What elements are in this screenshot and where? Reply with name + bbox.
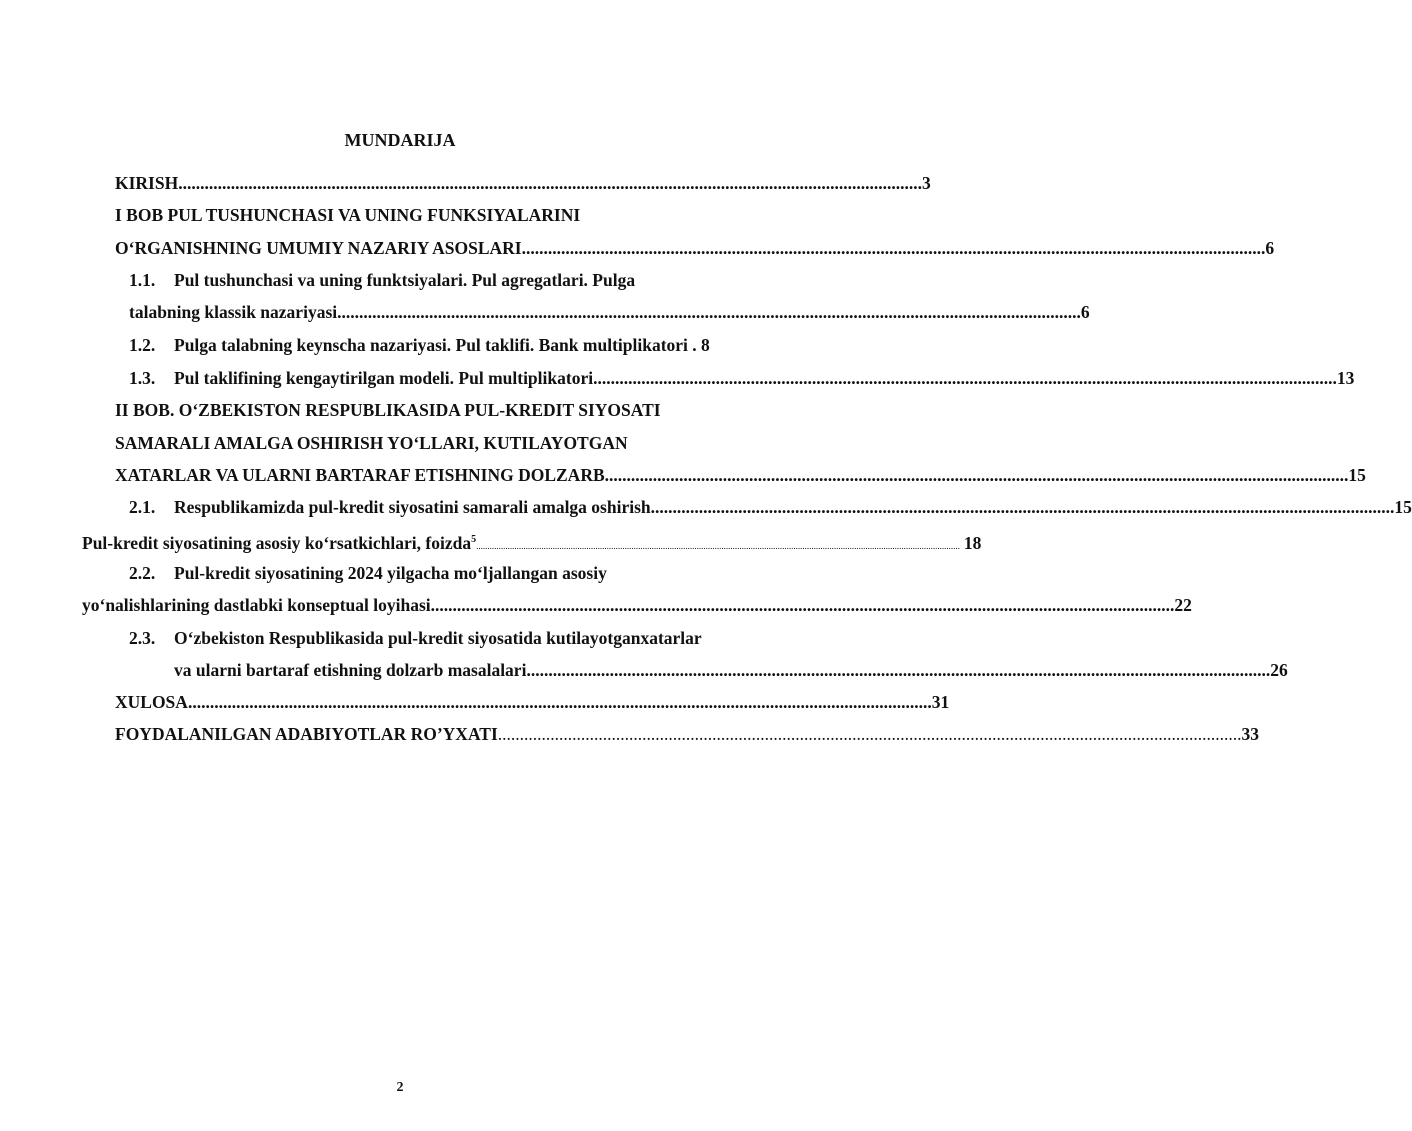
toc-page-number: 6: [1265, 238, 1275, 258]
dot-leader: ..........................................................................................................................................................................: [521, 238, 1266, 258]
dot-leader: ..........................................................................................................................................................................: [178, 173, 922, 193]
toc-table-entry[interactable]: [82, 528, 982, 553]
toc-page-number: 13: [1336, 368, 1355, 388]
toc-page-number: 31: [931, 692, 950, 712]
toc-entry-text: va ularni bartaraf etishning dolzarb masalalari: [174, 660, 527, 680]
toc-section-1-3[interactable]: [129, 366, 1355, 390]
toc-page-number: 6: [1080, 302, 1090, 322]
toc-section-2-1[interactable]: [129, 495, 1412, 519]
toc-section-1-1[interactable]: [129, 300, 1090, 324]
toc-entry-text: Pulga talabning keynscha nazariyasi. Pul taklifi. Bank multiplikatori . 8: [174, 335, 710, 355]
toc-entry-text: Pul-kredit siyosatining 2024 yilgacha mo‘ljallangan asosiy: [174, 563, 607, 583]
toc-entry-text: XATARLAR VA ULARNI BARTARAF ETISHNING DOLZARB: [115, 465, 605, 485]
toc-section-2-2-line-1[interactable]: [129, 561, 607, 585]
section-number: 2.1.: [129, 497, 156, 517]
toc-title: MUNDARIJA: [344, 130, 456, 150]
section-number: 1.1.: [129, 270, 156, 290]
toc-entry-text: Pul taklifining kengaytirilgan modeli. Pul multiplikatori: [174, 368, 594, 388]
toc-chapter-2-line-1[interactable]: II BOB. O‘ZBEKISTON RESPUBLIKASIDA PUL-KREDIT SIYOSATI: [115, 400, 661, 420]
section-number: 1.3.: [129, 368, 156, 388]
toc-entry-text: O‘zbekiston Respublikasida pul-kredit siyosatida kutilayotganxatarlar: [174, 628, 702, 648]
toc-entry-xulosa[interactable]: [115, 690, 950, 714]
toc-page-number: 26: [1270, 660, 1288, 680]
toc-page-number: 33: [1241, 724, 1260, 744]
toc-page-number: 18: [963, 533, 982, 553]
toc-entry-text: Pul-kredit siyosatining asosiy ko‘rsatkichlari, foizda: [82, 533, 472, 553]
toc-chapter-1[interactable]: [115, 236, 1275, 260]
dot-leader: ..........................................................................................................................................................................: [526, 660, 1271, 680]
toc-chapter-2-line-2[interactable]: SAMARALI AMALGA OSHIRISH YO‘LLARI, KUTILAYOTGAN: [115, 433, 628, 453]
toc-entry-text: KIRISH: [115, 173, 179, 193]
toc-entry-kirish[interactable]: [115, 171, 931, 195]
toc-entry-text: O‘RGANISHNING UMUMIY NAZARIY ASOSLARI: [115, 238, 522, 258]
dot-leader: .......................................................................................................................................................................................................................: [476, 541, 960, 551]
toc-page-number: 15: [1348, 465, 1366, 485]
dot-leader: ..........................................................................................................................................................................: [187, 692, 932, 712]
toc-page-number: 3: [921, 173, 931, 193]
toc-entry-text: Pul tushunchasi va uning funktsiyalari. Pul agregatlari. Pulga: [174, 270, 636, 290]
footnote-marker: 5: [471, 534, 477, 545]
section-number: 2.3.: [129, 628, 156, 648]
dot-leader: ..........................................................................................................................................................................: [604, 465, 1349, 485]
toc-section-2-2[interactable]: [82, 593, 1192, 617]
toc-chapter-2[interactable]: [115, 463, 1366, 487]
dot-leader: ..........................................................................................................................................................................: [337, 302, 1081, 322]
toc-entry-text: yo‘nalishlarining dastlabki konseptual loyihasi: [82, 595, 431, 615]
dot-leader: ..........................................................................................................................................................................: [650, 497, 1395, 517]
dot-leader: ..........................................................................................................................................................................: [430, 595, 1175, 615]
section-number: 1.2.: [129, 335, 156, 355]
toc-section-2-3[interactable]: [174, 658, 1288, 682]
toc-entry-bibliography[interactable]: [115, 722, 1260, 746]
toc-section-1-2[interactable]: [129, 333, 710, 357]
toc-entry-text: Respublikamizda pul-kredit siyosatini samarali amalga oshirish: [174, 497, 651, 517]
toc-entry-text: talabning klassik nazariyasi: [129, 302, 338, 322]
toc-page-number: 15: [1394, 497, 1412, 517]
dot-leader: ..........................................................................................................................................................................: [593, 368, 1337, 388]
page-number: 2: [396, 1080, 404, 1095]
toc-entry-text: XULOSA: [115, 692, 188, 712]
toc-entry-text: FOYDALANILGAN ADABIYOTLAR RO’YXATI: [115, 724, 498, 744]
toc-section-1-1-line-1[interactable]: [129, 268, 635, 292]
toc-chapter-1-line-1[interactable]: I BOB PUL TUSHUNCHASI VA UNING FUNKSIYALARINI: [115, 205, 581, 225]
dot-leader: ..........................................................................................................................................................................: [497, 724, 1242, 744]
section-number: 2.2.: [129, 563, 156, 583]
toc-section-2-3-line-1[interactable]: [129, 626, 702, 650]
toc-page-number: 22: [1174, 595, 1192, 615]
